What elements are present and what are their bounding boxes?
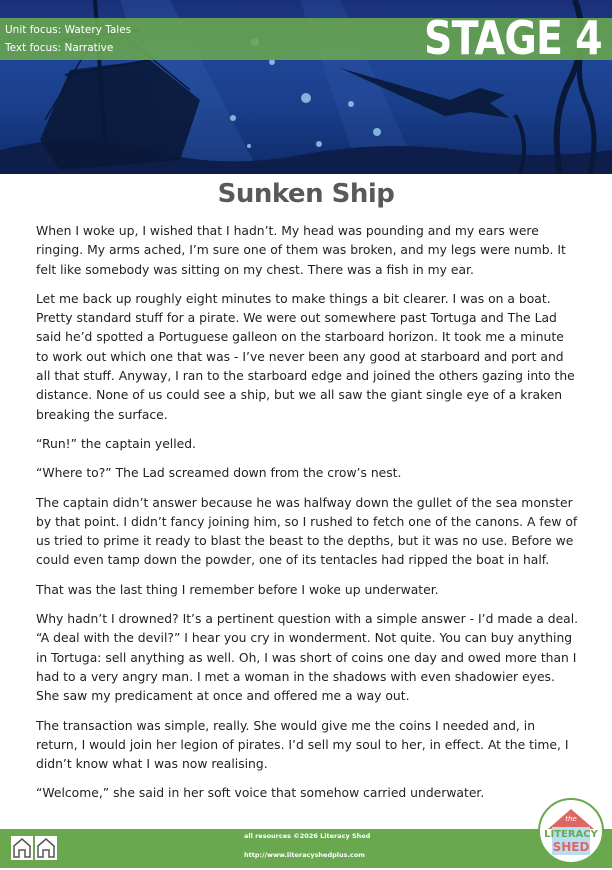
- website-link[interactable]: http://www.literacyshedplus.com: [244, 851, 366, 859]
- copyright-text: all resources ©2026 Literacy Shed: [244, 832, 371, 840]
- logo-the: the: [565, 815, 577, 823]
- story-paragraph: “Run!” the captain yelled.: [36, 436, 197, 451]
- story-paragraph: That was the last thing I remember before I woke up underwater.: [36, 582, 439, 597]
- story-paragraph: Why hadn’t I drowned? It’s a pertinent question with a simple answer - I’d made a deal. “A deal with the devil?” I hear you cry in wonderment. Not quite. You can buy anything in Tortuga: sell anything as well. Oh, I was short of coins one day and owed more than I had to a very angry man. I met a woman in the shadows with even shadowier eyes. She saw my predicament at once and offered me a way out.: [36, 612, 579, 704]
- story-paragraph: Let me back up roughly eight minutes to make things a bit clearer. I was on a boat. Pretty standard stuff for a pirate. We were out somewhere past Tortuga and The Lad said he’d spotted a Portuguese galleon on the starboard horizon. It took me a minute to work out which one that was - I’ve never been any good at starboard and port and all that stuff. Anyway, I ran to the starboard edge and joined the others gazing into the distance. None of us could see a ship, but we all saw the giant single eye of a kraken breaking the surface.: [36, 291, 575, 422]
- footer-icons: [11, 836, 57, 865]
- story-paragraph: The transaction was simple, really. She would give me the coins I needed and, in return, I would join her legion of pirates. I’d sell my soul to her, in effect. At the time, I didn’t know what I was now realising.: [36, 718, 569, 772]
- story-body: [36, 222, 580, 814]
- text-focus-label: Text focus: Narrative: [5, 42, 114, 54]
- header-banner: [0, 0, 612, 174]
- unit-focus-label: Unit focus: Watery Tales: [5, 24, 132, 36]
- logo-literacy: LITERACY: [544, 829, 598, 840]
- literacy-shed-logo: [534, 793, 608, 870]
- story-paragraph: The captain didn’t answer because he was halfway down the gullet of the sea monster by that point. I didn’t fancy joining him, so I rushed to fetch one of the canons. A few of us tried to prime it ready to blast the beast to the depths, but it was no use. Before we could even tamp down the powder, one of its tentacles had ripped the boat in half.: [36, 495, 578, 568]
- story-paragraph: When I woke up, I wished that I hadn’t. My head was pounding and my ears were ringing. My arms ached, I’m sure one of them was broken, and my legs were numb. It felt like somebody was sitting on my chest. There was a fish in my ear.: [36, 224, 566, 277]
- logo-shed: SHED: [552, 840, 590, 854]
- page-title: Sunken Ship: [217, 179, 395, 209]
- story-paragraph: “Where to?” The Lad screamed down from the crow’s nest.: [36, 466, 402, 481]
- story-paragraph: “Welcome,” she said in her soft voice that somehow carried underwater.: [36, 786, 485, 801]
- home-icon[interactable]: [11, 836, 57, 860]
- stage-label: STAGE 4: [424, 11, 602, 65]
